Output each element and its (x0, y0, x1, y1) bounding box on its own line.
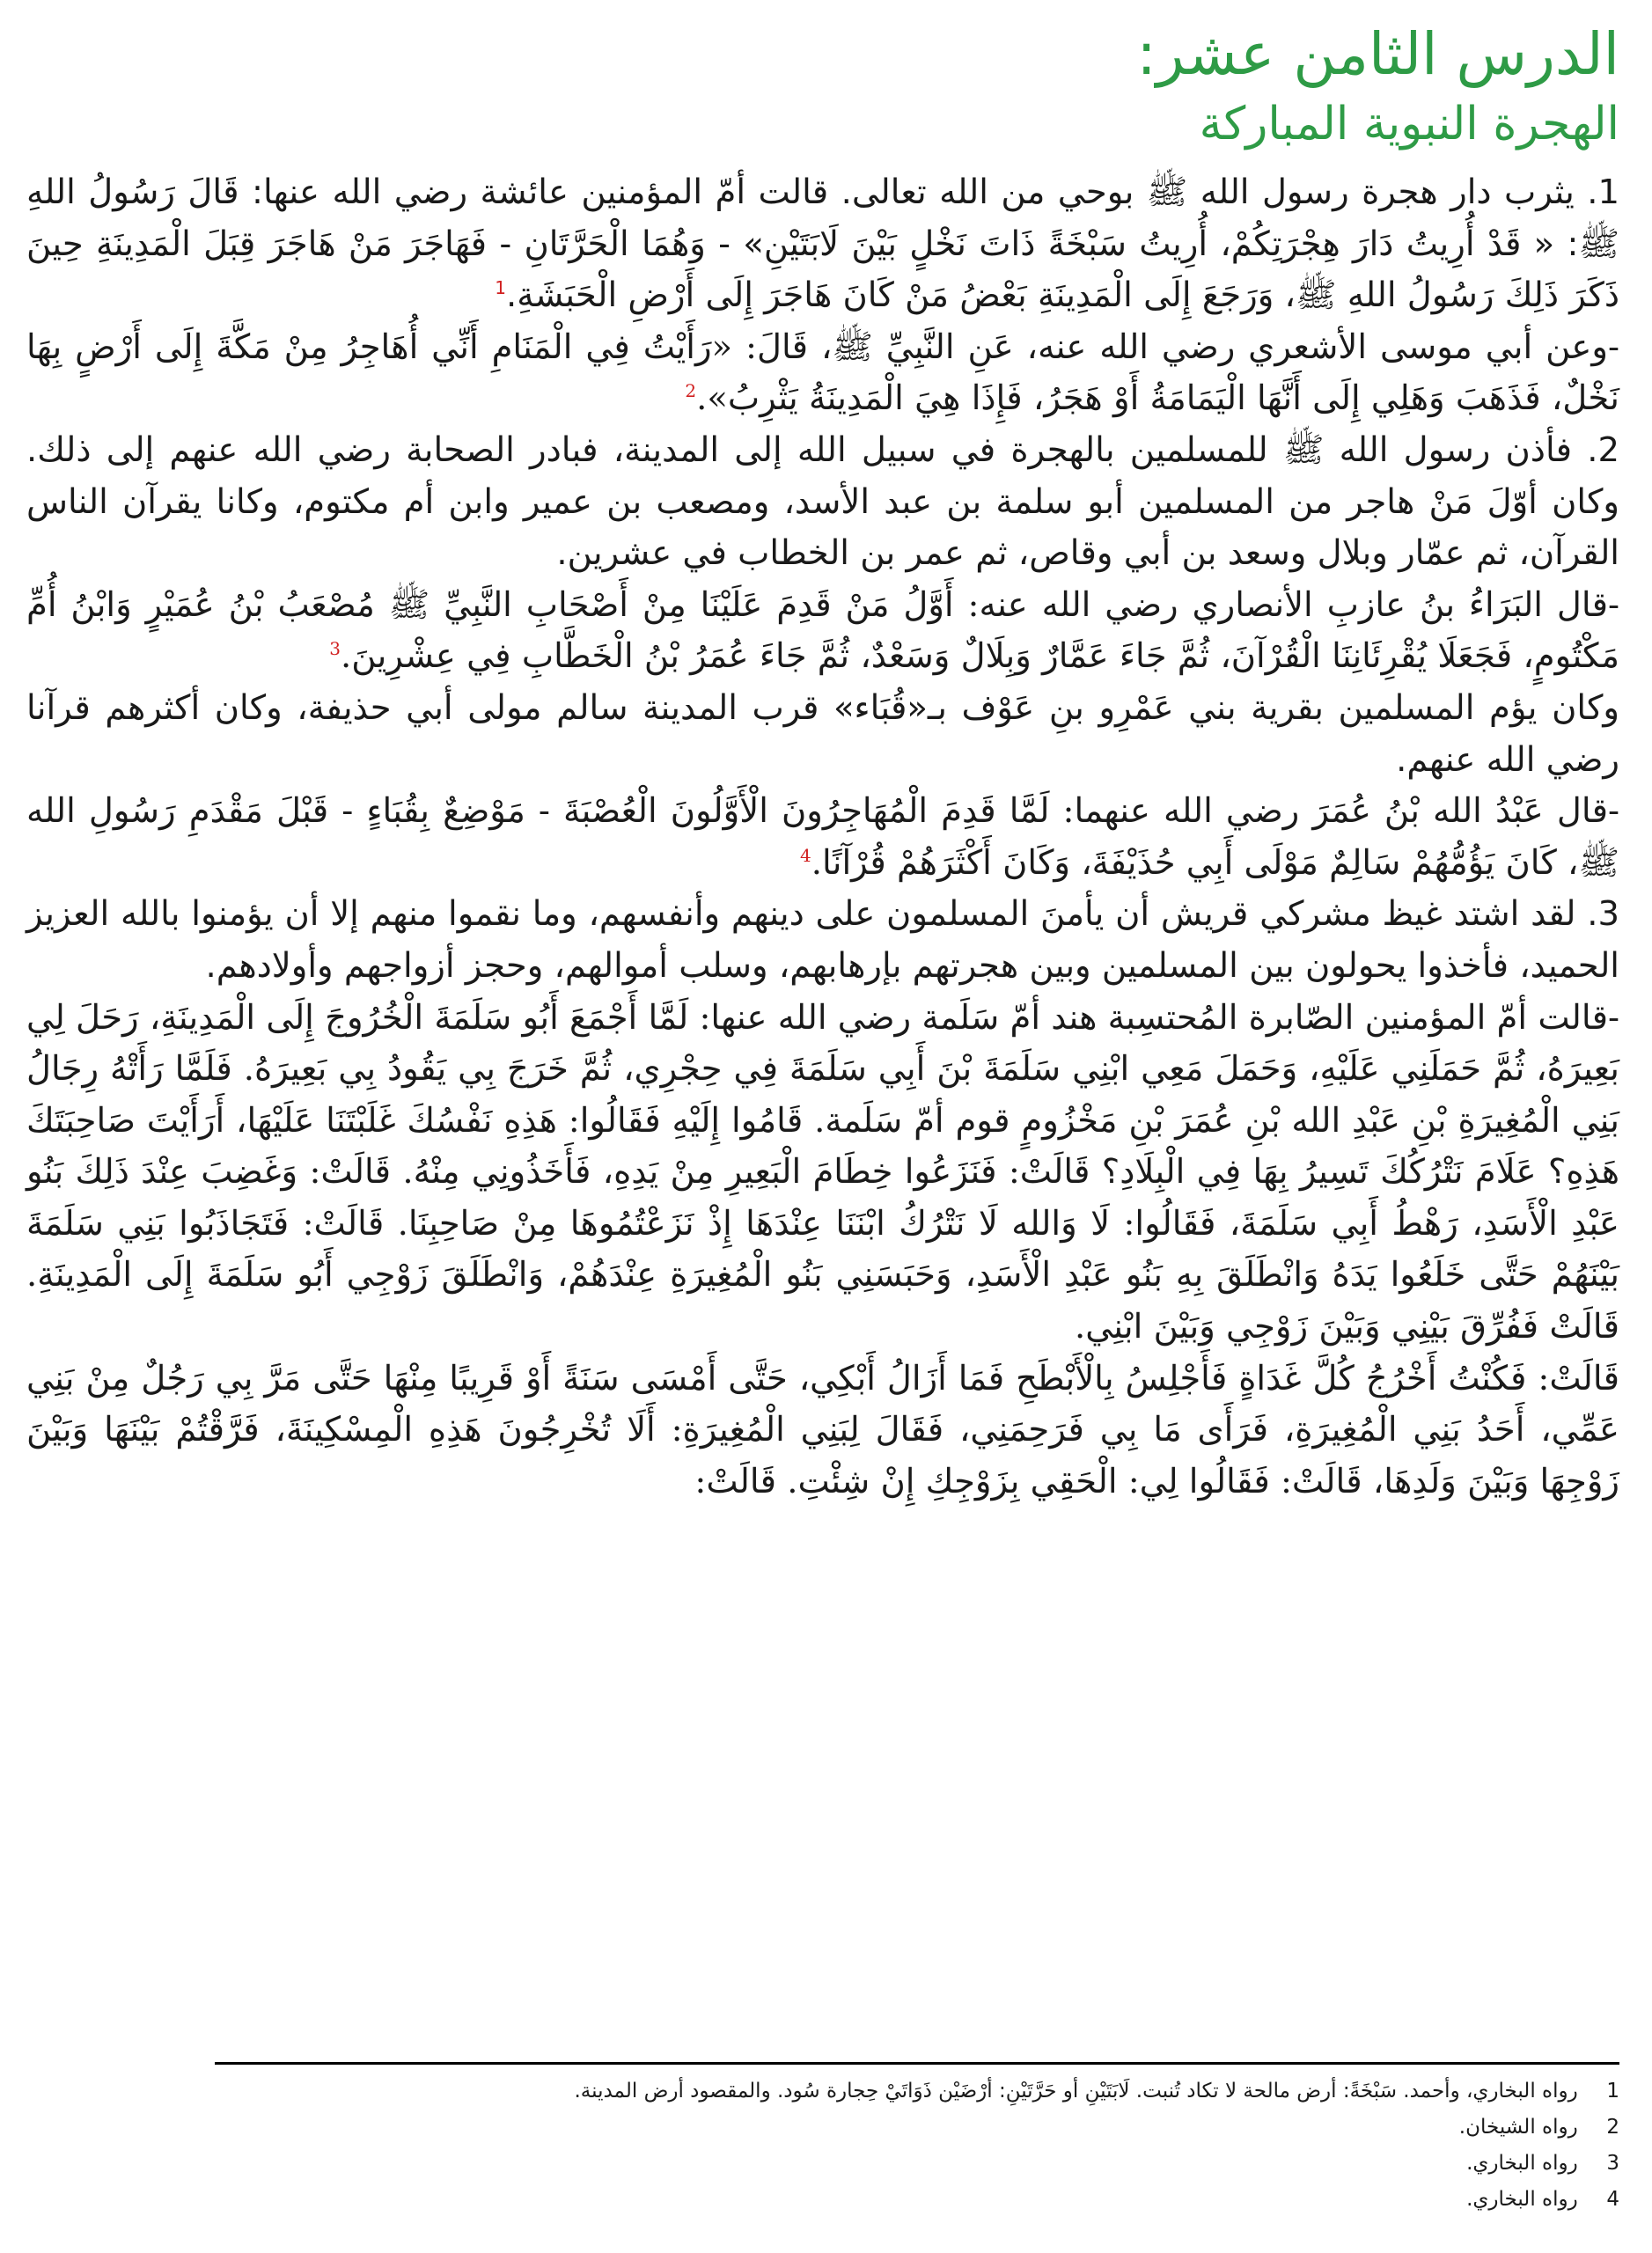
footnote-ref-3: 3 (329, 638, 341, 660)
footnote-text: رواه البخاري. (1466, 2152, 1578, 2175)
footnote-4 (26, 2182, 1619, 2218)
paragraph-3 (26, 683, 1619, 786)
paragraph-1 (26, 167, 1619, 322)
lesson-body (26, 167, 1619, 1508)
footnote-3 (26, 2146, 1619, 2182)
hadith-3-text: -قال عَبْدُ الله بْنُ عُمَرَ رضي الله عنهما: لَمَّا قَدِمَ الْمُهَاجِرُونَ الْأَوَّلُونَ الْعُصْبَةَ - مَوْضِعٌ بِقُبَاءٍ - قَبْلَ مَقْدَمِ رَسُولِ الله ﷺ، كَانَ يَؤُمُّهُمْ سَالِمٌ مَوْلَى أَبِي حُذَيْفَةَ، وَكَانَ أَكْثَرَهُمْ قُرْآنًا. (26, 791, 1619, 883)
footnotes (26, 2073, 1619, 2218)
footnote-number: 2 (1606, 2116, 1619, 2139)
footnote-text: رواه البخاري، وأحمد. سَبْخَةً: أرض مالحة لا تكاد تُنبت. لَابَتَيْنِ أو حَرَّتَيْنِ: أرْضَيْن ذَوَاتَيْ حِجارة سُود. والمقصود أرض المدينة. (574, 2080, 1578, 2103)
paragraph-2 (26, 425, 1619, 580)
footnote-ref-4: 4 (800, 844, 811, 866)
footnote-number: 1 (1606, 2080, 1619, 2103)
hadith-4-text: -قالت أمّ المؤمنين الصّابرة المُحتسِبة هند أمّ سَلَمة رضي الله عنها: لَمَّا أَجْمَعَ أَبُو سَلَمَةَ الْخُرُوجَ إِلَى الْمَدِينَةِ، رَحَلَ لِي بَعِيرَهُ، ثُمَّ حَمَلَنِي عَلَيْهِ، وَحَمَلَ مَعِي ابْنِي سَلَمَةَ بْنَ أَبِي سَلَمَةَ فِي حِجْرِي، ثُمَّ خَرَجَ بِي يَقُودُ بِي بَعِيرَهُ. فَلَمَّا رَأَتْهُ رِجَالُ بَنِي الْمُغِيرَةِ بْنِ عَبْدِ الله بْنِ عُمَرَ بْنِ مَخْزُومٍ قوم أمّ سَلَمة. قَامُوا إِلَيْهِ فَقَالُوا: هَذِهِ نَفْسُكَ غَلَبْتَنَا عَلَيْهَا، أَرَأَيْتَ صَاحِبَتَكَ هَذِهِ؟ عَلَامَ نَتْرُكُكَ تَسِيرُ بِهَا فِي الْبِلَادِ؟ قَالَتْ: فَنَزَعُوا خِطَامَ الْبَعِيرِ مِنْ يَدِهِ، فَأَخَذُونِي مِنْهُ. قَالَتْ: وَغَضِبَ عِنْدَ ذَلِكَ بَنُو عَبْدِ الْأَسَدِ، رَهْطُ أَبِي سَلَمَةَ، فَقَالُوا: لَا وَالله لَا نَتْرُكُ ابْنَنَا عِنْدَهَا إِذْ نَزَعْتُمُوهَا مِنْ صَاحِبِنَا. قَالَتْ: فَتَجَاذَبُوا بَنِي سَلَمَةَ بَيْنَهُمْ حَتَّى خَلَعُوا يَدَهُ وَانْطَلَقَ بِهِ بَنُو عَبْدِ الْأَسَدِ، وَحَبَسَنِي بَنُو الْمُغِيرَةِ عِنْدَهُمْ، وَانْطَلَقَ زَوْجِي أَبُو سَلَمَةَ إِلَى الْمَدِينَةِ. قَالَتْ فَفُرِّقَ بَيْنِي وَبَيْنَ زَوْجِي وَبَيْنَ ابْنِي. (26, 997, 1619, 1347)
footnote-ref-1: 1 (495, 277, 507, 299)
lesson-title: الدرس الثامن عشر: (1136, 20, 1619, 88)
footnote-number: 3 (1606, 2152, 1619, 2175)
footnote-1 (26, 2073, 1619, 2110)
hadith-1-text: -وعن أبي موسى الأشعري رضي الله عنه، عَنِ النَّبِيِّ ﷺ، قَالَ: «رَأَيْتُ فِي الْمَنَامِ أَنِّي أُهَاجِرُ مِنْ مَكَّةَ إِلَى أَرْضٍ بِهَا نَخْلٌ، فَذَهَبَ وَهَلِي إِلَى أَنَّهَا الْيَمَامَةُ أَوْ هَجَرُ، فَإِذَا هِيَ الْمَدِينَةُ يَثْرِبُ». (26, 327, 1619, 419)
hadith-2 (26, 580, 1619, 683)
lesson-subtitle: الهجرة النبوية المباركة (1199, 98, 1619, 150)
hadith-5-text: قَالَتْ: فَكُنْتُ أَخْرُجُ كُلَّ غَدَاةٍ فَأَجْلِسُ بِالْأَبْطَحِ فَمَا أَزَالُ أَبْكِي، حَتَّى أَمْسَى سَنَةً أَوْ قَرِيبًا مِنْهَا حَتَّى مَرَّ بِي رَجُلٌ مِنْ بَنِي عَمِّي، أَحَدُ بَنِي الْمُغِيرَةِ، فَرَأَى مَا بِي فَرَحِمَنِي، فَقَالَ لِبَنِي الْمُغِيرَةِ: أَلَا تُخْرِجُونَ هَذِهِ الْمِسْكِينَةَ، فَرَّقْتُمْ بَيْنَهَا وَبَيْنَ زَوْجِهَا وَبَيْنَ وَلَدِهَا، قَالَتْ: فَقَالُوا لِي: الْحَقِي بِزَوْجِكِ إِنْ شِئْتِ. قَالَتْ: (26, 1358, 1619, 1501)
footnote-2 (26, 2110, 1619, 2146)
hadith-5 (26, 1354, 1619, 1508)
footnote-number: 4 (1606, 2188, 1619, 2211)
paragraph-4 (26, 889, 1619, 992)
hadith-1 (26, 322, 1619, 425)
document-page (26, 0, 1619, 2253)
footnote-ref-2: 2 (685, 380, 697, 402)
footnote-divider (215, 2062, 1619, 2065)
hadith-4 (26, 993, 1619, 1354)
hadith-2-text: -قال البَرَاءُ بنُ عازبِ الأنصاري رضي الله عنه: أَوَّلُ مَنْ قَدِمَ عَلَيْنَا مِنْ أَصْحَابِ النَّبِيِّ ﷺ مُصْعَبُ بْنُ عُمَيْرٍ وَابْنُ أُمِّ مَكْتُومٍ، فَجَعَلَا يُقْرِئَانِنَا الْقُرْآنَ، ثُمَّ جَاءَ عَمَّارٌ وَبِلَالٌ وَسَعْدٌ، ثُمَّ جَاءَ عُمَرُ بْنُ الْخَطَّابِ فِي عِشْرِينَ. (26, 584, 1619, 677)
paragraph-4-text: 3. لقد اشتد غيظ مشركي قريش أن يأمنَ المسلمون على دينهم وأنفسهم، وما نقموا منهم إلا أن يؤمنوا بالله العزيز الحميد، فأخذوا يحولون بين المسلمين وبين هجرتهم بإرهابهم، وسلب أموالهم، وحجز أزواجهم وأولادهم. (26, 894, 1619, 986)
footnote-text: رواه الشيخان. (1458, 2116, 1578, 2139)
hadith-3 (26, 786, 1619, 889)
footnote-text: رواه البخاري. (1466, 2188, 1578, 2211)
paragraph-3-text: وكان يؤم المسلمين بقرية بني عَمْرِو بنِ عَوْف بـ«قُبَاء» قرب المدينة سالم مولى أبي حذيفة، وكان أكثرهم قرآنا رضي الله عنهم. (26, 687, 1619, 780)
paragraph-1-text: 1. يثرب دار هجرة رسول الله ﷺ بوحي من الله تعالى. قالت أمّ المؤمنين عائشة رضي الله عنها: قَالَ رَسُولُ اللهِ ﷺ: « قَدْ أُرِيتُ دَارَ هِجْرَتِكُمْ، أُرِيتُ سَبْخَةً ذَاتَ نَخْلٍ بَيْنَ لَابَتَيْنِ» - وَهُمَا الْحَرَّتَانِ - فَهَاجَرَ مَنْ هَاجَرَ قِبَلَ الْمَدِينَةِ حِينَ ذَكَرَ ذَلِكَ رَسُولُ اللهِ ﷺ، وَرَجَعَ إِلَى الْمَدِينَةِ بَعْضُ مَنْ كَانَ هَاجَرَ إِلَى أَرْضِ الْحَبَشَةِ. (26, 172, 1619, 316)
paragraph-2-text: 2. فأذن رسول الله ﷺ للمسلمين بالهجرة في سبيل الله إلى المدينة، فبادر الصحابة رضي الله عنهم إلى ذلك. وكان أوّلَ مَنْ هاجر من المسلمين أبو سلمة بن عبد الأسد، ومصعب بن عمير وابن أم مكتوم، وكانا يقرآن الناس القرآن، ثم عمّار وبلال وسعد بن أبي وقاص، ثم عمر بن الخطاب في عشرين. (26, 429, 1619, 574)
